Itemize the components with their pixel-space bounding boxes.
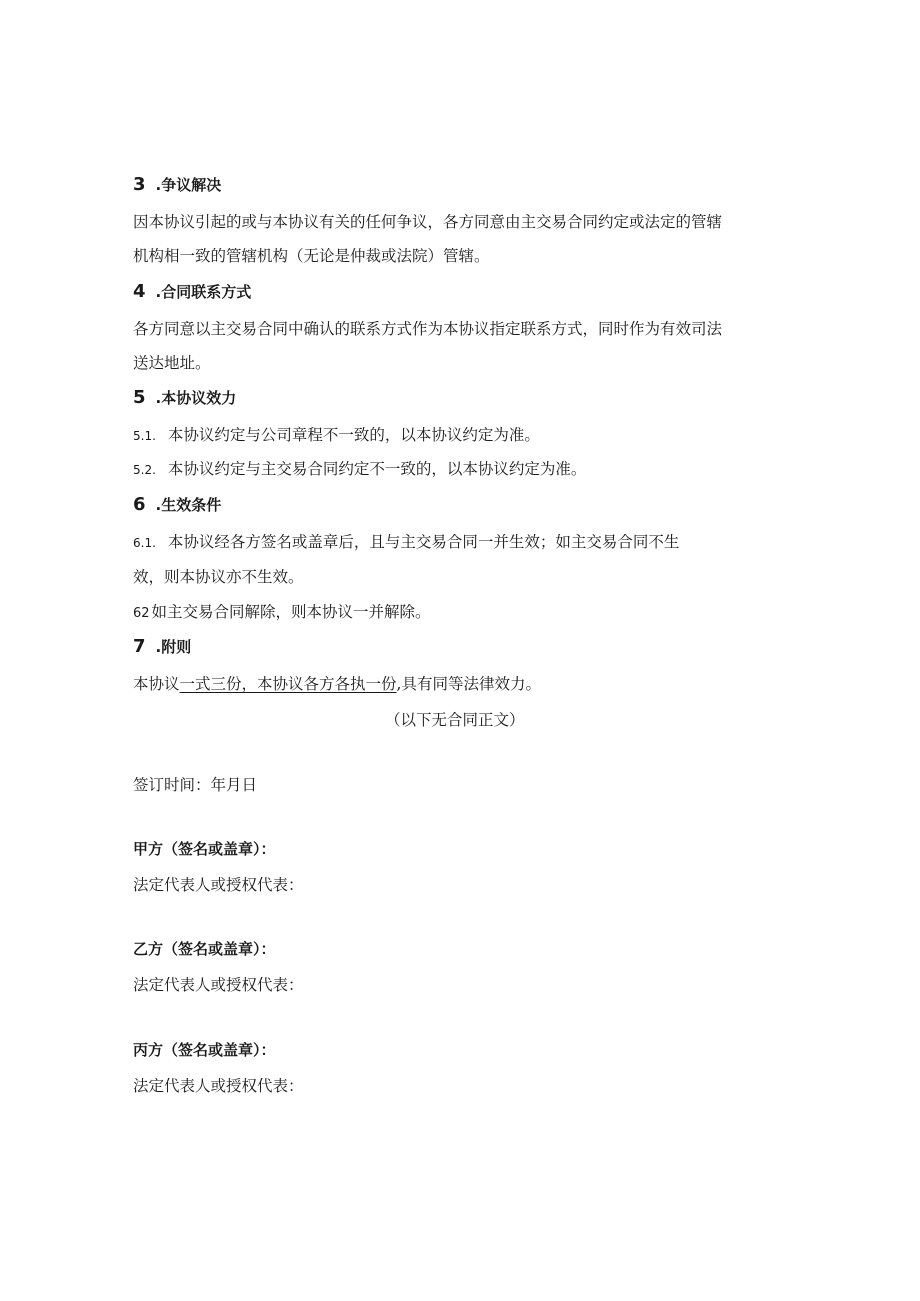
section-heading-7: 7 .附则 bbox=[133, 636, 192, 657]
clause-5-1: 5.1. 本协议约定与公司章程不一致的，以本协议约定为准。 bbox=[133, 426, 540, 444]
section-3-line-2: 机构相一致的管辖机构（无论是仲裁或法院）管辖。 bbox=[133, 247, 490, 265]
party-b-representative: 法定代表人或授权代表： bbox=[133, 976, 304, 994]
section-heading-4: 4 .合同联系方式 bbox=[133, 281, 252, 302]
party-b-label: 乙方（签名或盖章）： bbox=[133, 940, 276, 958]
party-a-label: 甲方（签名或盖章）： bbox=[133, 840, 276, 858]
section-heading-6: 6 .生效条件 bbox=[133, 494, 222, 515]
section-heading-3: 3 .争议解决 bbox=[133, 174, 222, 195]
clause-6-1: 6.1. 本协议经各方签名或盖章后，且与主交易合同一并生效；如主交易合同不生 bbox=[133, 533, 680, 551]
clause-6-2: 62 如主交易合同解除，则本协议一并解除。 bbox=[133, 603, 431, 621]
party-a-representative: 法定代表人或授权代表： bbox=[133, 876, 304, 894]
copies-clause-underlined: 一式三份，本协议各方各执一份 bbox=[179, 675, 397, 693]
party-c-label: 丙方（签名或盖章）： bbox=[133, 1041, 276, 1059]
end-of-text-note: （以下无合同正文） bbox=[385, 711, 525, 729]
party-c-representative: 法定代表人或授权代表： bbox=[133, 1077, 304, 1095]
section-7-line: 本协议一式三份，本协议各方各执一份,具有同等法律效力。 bbox=[133, 675, 541, 693]
section-4-line-1: 各方同意以主交易合同中确认的联系方式作为本协议指定联系方式，同时作为有效司法 bbox=[133, 320, 723, 338]
clause-6-1-continued: 效，则本协议亦不生效。 bbox=[133, 568, 304, 586]
clause-5-2: 5.2. 本协议约定与主交易合同约定不一致的，以本协议约定为准。 bbox=[133, 460, 587, 478]
section-3-line-1: 因本协议引起的或与本协议有关的任何争议，各方同意由主交易合同约定或法定的管辖 bbox=[133, 213, 723, 231]
signing-time: 签订时间：年月日 bbox=[133, 776, 258, 794]
section-heading-5: 5 .本协议效力 bbox=[133, 387, 237, 408]
section-4-line-2: 送达地址。 bbox=[133, 354, 211, 372]
